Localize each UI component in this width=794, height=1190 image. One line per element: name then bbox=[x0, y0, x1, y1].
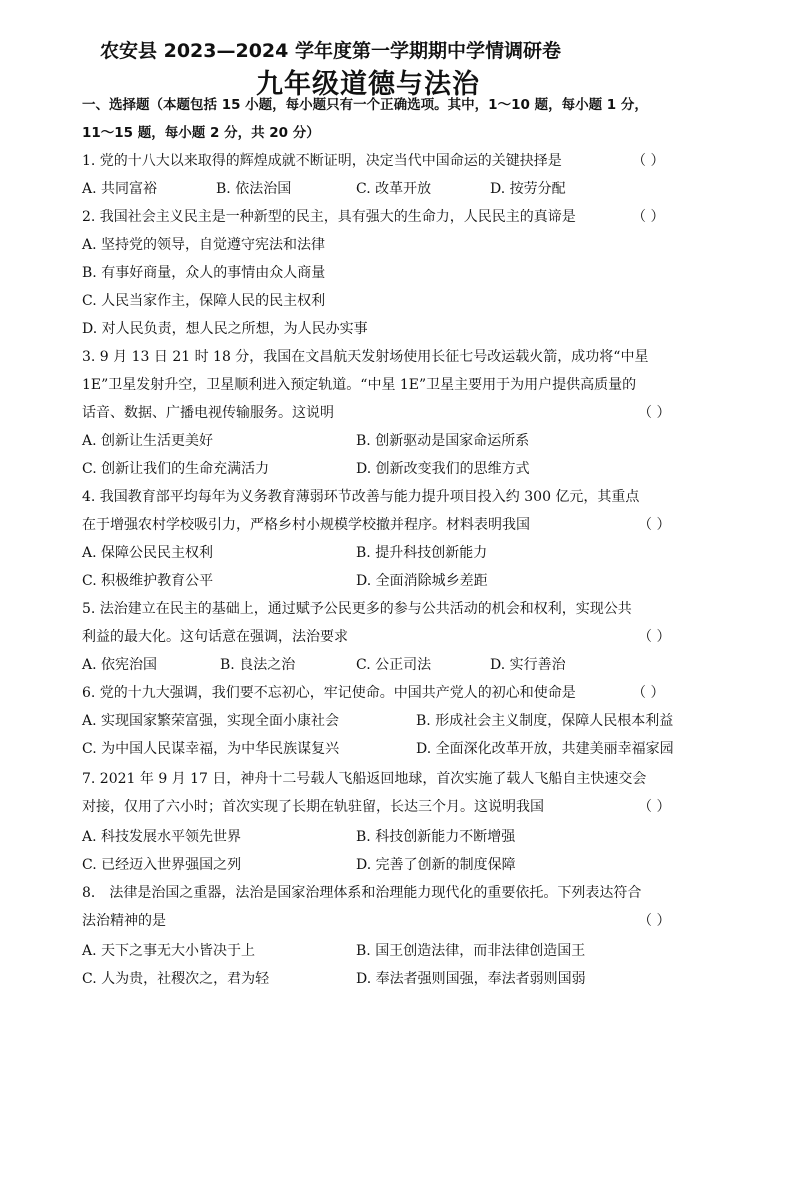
q4-option-b: B. 提升科技创新能力 bbox=[356, 545, 488, 561]
question-8-stem: 8． 法律是治国之重器，法治是国家治理体系和治理能力现代化的重要依托。下列表达符合 bbox=[82, 885, 642, 901]
question-5-stem: 5. 法治建立在民主的基础上，通过赋予公民更多的参与公共活动的机会和权利，实现公共 bbox=[82, 601, 632, 617]
section-heading: 一、选择题（本题包括 15 小题，每小题只有一个正确选项。其中，1～10 题，每小题 1 分， bbox=[82, 97, 648, 113]
question-2-stem: 2. 我国社会主义民主是一种新型的民主，具有强大的生命力，人民民主的真谛是 bbox=[82, 209, 576, 225]
question-4-stem: 4. 我国教育部平均每年为义务教育薄弱环节改善与能力提升项目投入约 300 亿元，其重点 bbox=[82, 489, 640, 505]
section-heading-cont: 11～15 题，每小题 2 分，共 20 分） bbox=[82, 125, 320, 141]
q8-option-c: C. 人为贵，社稷次之，君为轻 bbox=[82, 971, 270, 987]
answer-blank-6: （ ） bbox=[632, 685, 665, 701]
exam-title: 农安县 2023—2024 学年度第一学期期中学情调研卷 bbox=[100, 40, 561, 62]
q4-option-a: A. 保障公民民主权利 bbox=[82, 545, 214, 561]
answer-blank-8: （ ） bbox=[638, 913, 671, 929]
q1-option-c: C. 改革开放 bbox=[356, 181, 432, 197]
q3-option-a: A. 创新让生活更美好 bbox=[82, 433, 214, 449]
q1-option-b: B. 依法治国 bbox=[216, 181, 292, 197]
question-1-stem: 1. 党的十八大以来取得的辉煌成就不断证明，决定当代中国命运的关键抉择是 bbox=[82, 153, 562, 169]
q7-option-c: C. 已经迈入世界强国之列 bbox=[82, 857, 242, 873]
q2-option-a: A. 坚持党的领导，自觉遵守宪法和法律 bbox=[82, 237, 326, 253]
question-8-stem-end: 法治精神的是 bbox=[82, 913, 166, 929]
answer-blank-5: （ ） bbox=[638, 629, 671, 645]
q2-option-d: D. 对人民负责，想人民之所想，为人民办实事 bbox=[82, 321, 368, 337]
q4-option-d: D. 全面消除城乡差距 bbox=[356, 573, 488, 589]
answer-blank-1: （ ） bbox=[632, 153, 665, 169]
q1-option-d: D. 按劳分配 bbox=[490, 181, 566, 197]
question-6-stem: 6. 党的十九大强调，我们要不忘初心，牢记使命。中国共产党人的初心和使命是 bbox=[82, 685, 576, 701]
question-3-stem-end: 话音、数据、广播电视传输服务。这说明 bbox=[82, 405, 334, 421]
q7-option-b: B. 科技创新能力不断增强 bbox=[356, 829, 516, 845]
q3-option-c: C. 创新让我们的生命充满活力 bbox=[82, 461, 270, 477]
q5-option-d: D. 实行善治 bbox=[490, 657, 566, 673]
question-4-stem-end: 在于增强农村学校吸引力，严格乡村小规模学校撤并程序。材料表明我国 bbox=[82, 517, 530, 533]
q6-option-d: D. 全面深化改革开放，共建美丽幸福家园 bbox=[416, 741, 674, 757]
q2-option-b: B. 有事好商量，众人的事情由众人商量 bbox=[82, 265, 326, 281]
q6-option-a: A. 实现国家繁荣富强，实现全面小康社会 bbox=[82, 713, 340, 729]
answer-blank-2: （ ） bbox=[632, 209, 665, 225]
answer-blank-3: （ ） bbox=[638, 405, 671, 421]
q5-option-c: C. 公正司法 bbox=[356, 657, 432, 673]
exam-subject: 九年级道德与法治 bbox=[256, 69, 480, 100]
q4-option-c: C. 积极维护教育公平 bbox=[82, 573, 214, 589]
q5-option-b: B. 良法之治 bbox=[220, 657, 296, 673]
question-7-stem-end: 对接，仅用了六小时；首次实现了长期在轨驻留，长达三个月。这说明我国 bbox=[82, 799, 544, 815]
q8-option-b: B. 国王创造法律，而非法律创造国王 bbox=[356, 943, 586, 959]
q7-option-a: A. 科技发展水平领先世界 bbox=[82, 829, 242, 845]
q3-option-d: D. 创新改变我们的思维方式 bbox=[356, 461, 530, 477]
question-5-stem-end: 利益的最大化。这句话意在强调，法治要求 bbox=[82, 629, 348, 645]
q5-option-a: A. 依宪治国 bbox=[82, 657, 158, 673]
question-3-stem: 3. 9 月 13 日 21 时 18 分，我国在文昌航天发射场使用长征七号改运载火箭，成功将“中星 bbox=[82, 349, 649, 365]
q8-option-a: A. 天下之事无大小皆决于上 bbox=[82, 943, 256, 959]
q6-option-b: B. 形成社会主义制度，保障人民根本利益 bbox=[416, 713, 674, 729]
answer-blank-7: （ ） bbox=[638, 799, 671, 815]
q1-option-a: A. 共同富裕 bbox=[82, 181, 158, 197]
question-3-stem-cont: 1E”卫星发射升空，卫星顺利进入预定轨道。“中星 1E”卫星主要用于为用户提供高质量的 bbox=[82, 377, 637, 393]
q8-option-d: D. 奉法者强则国强，奉法者弱则国弱 bbox=[356, 971, 586, 987]
q6-option-c: C. 为中国人民谋幸福，为中华民族谋复兴 bbox=[82, 741, 340, 757]
answer-blank-4: （ ） bbox=[638, 517, 671, 533]
q3-option-b: B. 创新驱动是国家命运所系 bbox=[356, 433, 530, 449]
q2-option-c: C. 人民当家作主，保障人民的民主权利 bbox=[82, 293, 326, 309]
question-7-stem: 7. 2021 年 9 月 17 日，神舟十二号载人飞船返回地球，首次实施了载人飞船自主快速交会 bbox=[82, 771, 647, 787]
q7-option-d: D. 完善了创新的制度保障 bbox=[356, 857, 516, 873]
